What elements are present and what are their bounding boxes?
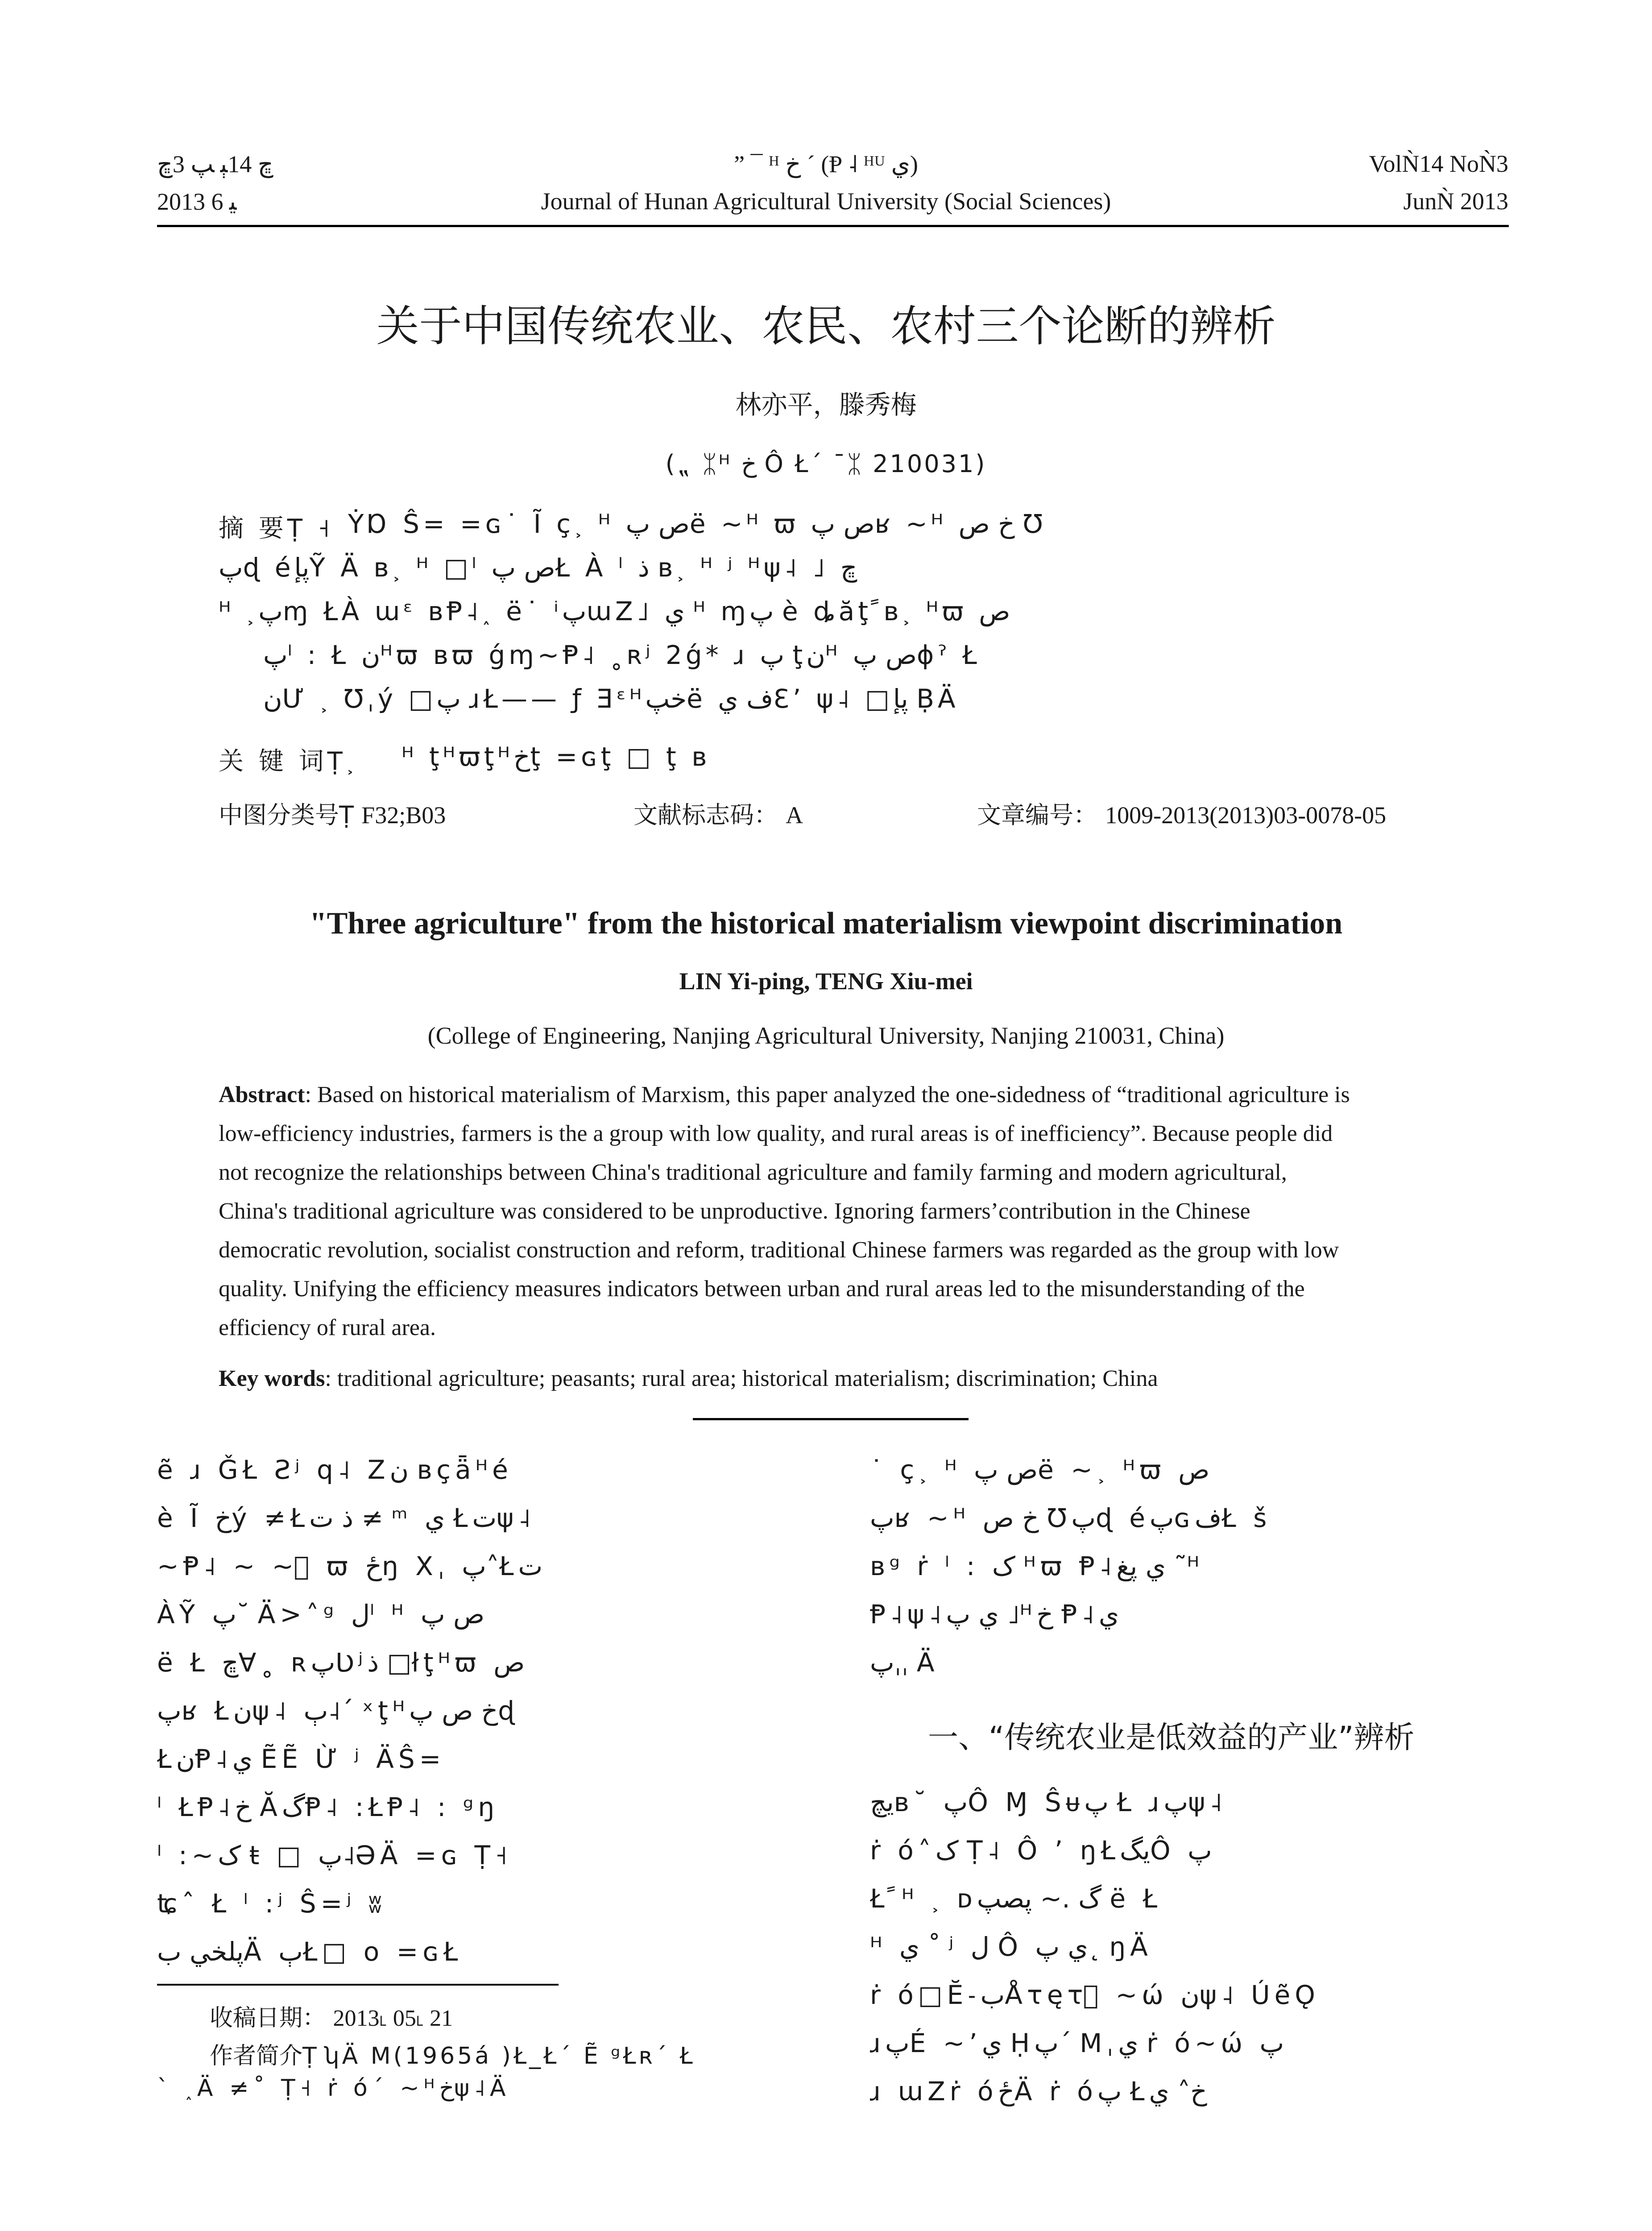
body-right-line: ʙᵍ ṙ ˡ : ک ᴴϖ Ᵽ˨ي پغ ˜ᴴ bbox=[870, 1551, 1204, 1581]
abstract-cn-line: ᴴ ˲پɱ ŁÀ ɯᵋ ʙⱣ˨˰ ë˙ ⁱپɯZ˩ ي ᴴ ɱپ è ȡăţً ʙ˲ ᴴϖ ص bbox=[219, 596, 1010, 626]
keywords-en-text: : traditional agriculture; peasants; rural area; historical materialism; discrimination; China bbox=[325, 1366, 1158, 1391]
author-bio-line: ʮÄ M(1965á )Ł_Ł´ Ẽ ᵍŁʀ´ Ł bbox=[324, 2043, 696, 2069]
body-right-line: يچʙ˘ پÔ Ɱ Ŝᵾپ Ł ɹپψ˨ bbox=[870, 1787, 1227, 1817]
doc-value: A bbox=[786, 802, 803, 829]
author-bio-line: ˋ ˰Ä ≠˚ Ṭ˧ ṙ ó´ ~ᴴخψ˨Ä bbox=[157, 2075, 510, 2102]
keywords-cn: ᴴ ţᴴϖţᴴخţ =ɢţ □ ţ ʙ bbox=[402, 742, 710, 772]
abstract-en-label: Abstract bbox=[219, 1082, 305, 1107]
abstract-cn-line: ẎⱰ Ŝ= =ɢ˙ Ĩ ç˲ ᴴ ص پë ~ᴴ ϖ ص پʁ ~ᴴ خ ص Ʊ bbox=[348, 509, 1047, 539]
received-label: 收稿日期： bbox=[210, 2005, 326, 2032]
body-left-line: ẽ ɹ ǦŁ Ƨʲ q˨ Zن ʙçǟᴴé bbox=[157, 1455, 513, 1485]
body-right-line: Ᵽ˨ψ˨ي پ ˩ᴴخ Ᵽ˨ي bbox=[870, 1599, 1119, 1630]
clc-number bbox=[219, 796, 446, 830]
clc-label: 中图分类号Ṭ bbox=[219, 801, 354, 829]
body-left-line: ë Ł ڇⱯ˳ ʀپƲʲذ □łţᴴϖ ص bbox=[157, 1647, 525, 1678]
abstract-cn-line: پɖ éپإỸ Ä ʙ˲ ᴴ □ˡ ص پŁ À ˡ ذ ʙ˲ ᴴ ʲ ᴴψ˨ ˩ ڇ bbox=[219, 552, 857, 583]
abstract-en bbox=[219, 1075, 1450, 1347]
clc-value: F32;B03 bbox=[361, 802, 446, 829]
abstract-en-line: democratic revolution, socialist construction and reform, traditional Chinese farmers was regarded as the group with low bbox=[219, 1237, 1339, 1263]
keywords-cn-label: 关 键 词Ṭ˲ bbox=[219, 747, 358, 776]
journal-name-cn: ” ¯ ᴴ خ ´ (Ᵽ ˨ ᴴᵁ ي) bbox=[734, 151, 918, 178]
body-left-column bbox=[157, 1446, 542, 1976]
body-left-line: ~Ᵽ˨ ~ ~ᷞ ϖ ځŋ Χˌ پ˄Łت bbox=[157, 1551, 543, 1581]
authors-cn: 林亦平，滕秀梅 bbox=[735, 390, 917, 420]
body-right-line: ˙ ç˲ ᴴ ص پë ~˲ ᴴϖ ص bbox=[870, 1455, 1210, 1485]
body-left-line: ʨˆ Ł ˡ :ʲ Ŝ=ʲ ʬ bbox=[157, 1888, 386, 1919]
header-rule bbox=[157, 225, 1509, 227]
abstract-en-line: : Based on historical materialism of Marxism, this paper analyzed the one-sidedness of “traditional agriculture is bbox=[305, 1082, 1350, 1107]
body-left-line: è Ĩ خý ≠Łذ ت ≠ ᵐ ي Łتψ˨ bbox=[157, 1503, 535, 1533]
body-right-line: Łً ᴴ ˲ ᴅگ .~ پصپ ë Ł bbox=[870, 1883, 1162, 1914]
body-right-line: ɹپÉ ~ʼي Ḥپ´ Mˌي ṙ ó~ώ پ bbox=[870, 2028, 1284, 2058]
body-left-line: ˡ :~ک ŧ □ پ˨ƏÄ =ɢ Ṭ˧ bbox=[157, 1840, 512, 1870]
received-date bbox=[210, 1999, 453, 2032]
body-left-line: ÀỸ پ˘ Ä>˄ᵍ لˡ ᴴ ص پ bbox=[157, 1599, 485, 1630]
body-right-line: ɹ ɯZṙ óځÄ ṙ óپ Łخ˄ ي bbox=[870, 2076, 1207, 2107]
affiliation-cn: (⹂ ᛯᴴ خ Ô Ł´ ¯ᛯ 210031) bbox=[665, 450, 987, 478]
abstract-cn-label: 摘 要Ṭ ˧ bbox=[219, 514, 334, 543]
authors-en: LIN Yi-ping, TENG Xiu-mei bbox=[679, 968, 973, 995]
body-left-line: ŁنⱣ˨ي ẼẼ Ừ ʲ ÄŜ= bbox=[157, 1744, 446, 1774]
abstract-en-line: efficiency of rural area. bbox=[219, 1315, 436, 1340]
journal-date-en: JunǸ 2013 bbox=[1403, 188, 1508, 215]
body-right-line: ṙ ó˄ک Ṭ˨ Ô ʼ ŋŁيگÔ پ bbox=[870, 1835, 1212, 1866]
body-right-line: پʁ ~ᴴ خ ص Ʊپɖ éپɢفŁ š bbox=[870, 1503, 1271, 1533]
doc-label: 文献标志码： bbox=[633, 801, 778, 829]
received-value: 2013˪ 05˪ 21 bbox=[333, 2006, 453, 2031]
section-separator bbox=[693, 1418, 969, 1420]
journal-volume-en: VolǸ14 NoǸ3 bbox=[1369, 150, 1508, 177]
journal-name-en: Journal of Hunan Agricultural University (Social Sciences) bbox=[541, 188, 1111, 215]
keywords-en bbox=[219, 1365, 1158, 1392]
keywords-en-label: Key words bbox=[219, 1366, 325, 1391]
journal-volume-cn: ﭾ 14ﭕ ﭗ 3ﭾ bbox=[157, 151, 273, 178]
footnote-rule bbox=[157, 1984, 559, 1986]
title-cn: 关于中国传统农业、农民、农村三个论断的辨析 bbox=[376, 301, 1276, 351]
body-right-line: ṙ ó□Ĕ˗بÅτęτᷞ ~ώ نψ˨ ÚẽǪ bbox=[870, 1980, 1320, 2010]
body-left-line: پلخي بÄ ٻŁ□ o =ɢŁ bbox=[157, 1937, 463, 1967]
body-right-column-top bbox=[870, 1446, 1271, 1687]
body-left-line: پʁ Łنψ˨ ٻ˨´ ˣţᴴخ ص پɖ bbox=[157, 1696, 519, 1726]
body-right-line: ᴴ ي ˚ ʲ ل Ô ي پ˛ ŋÄ bbox=[870, 1932, 1152, 1962]
article-number bbox=[977, 796, 1386, 830]
article-value: 1009-2013(2013)03-0078-05 bbox=[1105, 802, 1387, 829]
abstract-en-line: China's traditional agriculture was considered to be unproductive. Ignoring farmers’contribution in the Chinese bbox=[219, 1198, 1250, 1224]
section-1-heading: 一、“传统农业是低效益的产业”辨析 bbox=[928, 1720, 1415, 1755]
document-code bbox=[633, 796, 803, 830]
author-bio bbox=[210, 2037, 696, 2070]
affiliation-en: (College of Engineering, Nanjing Agricultural University, Nanjing 210031, China) bbox=[427, 1022, 1225, 1049]
body-right-line: پˌˌ Ä bbox=[870, 1647, 939, 1678]
title-en: "Three agriculture" from the historical materialism viewpoint discrimination bbox=[309, 906, 1343, 941]
abstract-cn-line: نƯ ˲ Ʊˌý □پ ɹŁ—— ƒ Ǝᵋᴴخپë ف يƐʼ ψ˨ □پإ ḄÄ bbox=[263, 684, 959, 714]
abstract-cn-line: پˡ : Ł نᴴϖ ʙϖ ǵɱ~Ᵽ˨ ˳ʀʲ 2ǵ* ɹ پ ţنᴴ ص پɸˀ Ł bbox=[263, 640, 981, 670]
journal-date-cn: 2013 ﯿ 6 bbox=[157, 188, 237, 215]
article-label: 文章编号： bbox=[977, 801, 1097, 829]
abstract-en-line: not recognize the relationships between China's traditional agriculture and family farming and modern agricultural, bbox=[219, 1160, 1287, 1185]
author-bio-label: 作者简介Ṭ bbox=[210, 2043, 317, 2069]
body-left-line: ˡ ŁⱣ˨خ ĂگⱣ˨ :ŁⱣ˨ : ᵍŋ bbox=[157, 1792, 499, 1822]
abstract-en-line: quality. Unifying the efficiency measures indicators between urban and rural areas led to the misunderstanding of the bbox=[219, 1276, 1305, 1302]
abstract-en-line: low-efficiency industries, farmers is the a group with low quality, and rural areas is of inefficiency”. Because people did bbox=[219, 1121, 1333, 1146]
body-right-column-bottom bbox=[870, 1778, 1320, 2115]
